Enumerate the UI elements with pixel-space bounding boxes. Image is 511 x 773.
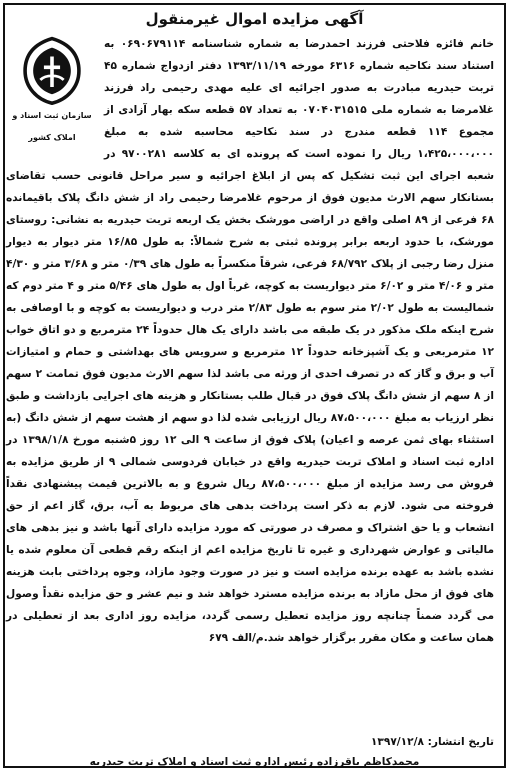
registry-logo (8, 35, 96, 149)
notice-body-text: خانم فائزه فلاحتی فرزند احمدرضا به شماره شناسنامه ۰۶۹۰۶۷۹۱۱۴ به استناد سند نکاحیه شماره ۶۳۱۶ مورخه ۱۳۹۳/۱۱/۱۹ دفتر ازدواج شماره ۴۵ تربت حیدریه مبادرت به صدور اجرائیه ای علیه مهدی رحیمی راد فرزند غلامرضا به شماره ملی ۰۷۰۴۰۳۱۵۱۵ به تعداد ۵۷ قطعه سکه بهار آزادی از مجموع ۱۱۴ قطعه مندرج در سند نکاحیه محاسبه شده به مبلغ ۱،۴۲۵،۰۰۰،۰۰۰ ریال را نموده است که پرونده ای به کلاسه ۹۷۰۰۲۸۱ در شعبه اجرای این ثبت تشکیل که پس از ابلاغ اجرائیه و سیر مراحل قانونی حسب تقاضای بستانکار سهم الارث مدیون فوق از مرحوم غلامرضا رحیمی راد از شش دانگ پلاک باقیمانده ۶۸ فرعی از ۸۹ اصلی واقع در اراضی مورشک بخش یک اربعه تربت حیدریه به نشانی: روستای مورشک، با حدود اربعه برابر پرونده ثبتی به شرح شمالاً: به طول ۱۶/۸۵ متر دیوار به دیوار منزل رضا رجبی از پلاک ۶۸/۷۹۲ فرعی، شرقاً منکسراً به طول های ۰/۳۹ متر و ۳/۶۸ متر و ۴/۳۰ متر و ۴/۰۶ متر و ۶/۰۲ متر دیواریست به کوچه، غرباً اول به طول های ۵/۴۶ متر و ۴ متر دوم که شمالیست به طول ۲/۰۲ متر سوم به طول ۲/۸۳ متر درب و دیواریست به کوچه و با اوصافی به شرح اینکه ملک مذکور در یک طبقه می باشد دارای یک هال حدوداً ۲۴ مترمربع و دو اتاق خواب ۱۲ مترمربعی و یک آشپزخانه حدوداً ۱۲ مترمربع و سرویس های بهداشتی و حمام و امتیازات آب و برق و گاز که در تصرف احدی از ورثه می باشد لذا سهم الارث مدیون فوق تمامت ۲ سهم از ۸ سهم از شش دانگ پلاک فوق در قبال طلب بستانکار و هزینه های اجرایی بازداشت و طبق نظر ارزیاب به مبلغ ۸۷،۵۰۰،۰۰۰ ریال ارزیابی شده لذا دو سهم از هشت سهم از شش دانگ (به استثناء بهای ثمن عرصه و اعیان) پلاک فوق از ساعت ۹ الی ۱۲ روز ۵شنبه مورخ ۱۳۹۸/۱/۸ در اداره ثبت اسناد و املاک تربت حیدریه واقع در خیابان فردوسی شمالی ۹ از طریق مزایده به فروش می رسد مزایده از مبلغ ۸۷،۵۰۰،۰۰۰ ریال شروع و به بالاترین قیمت پیشنهادی نقداً فروخته می شود. لازم به ذکر است پرداخت بدهی های مربوط به آب، برق، گاز اعم از حق انشعاب و یا حق اشتراک و مصرف در صورتی که مورد مزایده دارای آنها باشد و نیز بدهی های مالیاتی و عوارض شهرداری و غیره تا تاریخ مزایده اعم از اینکه رقم قطعی آن معلوم شده یا نشده باشد به عهده برنده مزایده است و نیز در صورت وجود مازاد، وجوه پرداختی بابت هزینه های فوق از محل مازاد به برنده مزایده مسترد خواهد شد و نیم عشر و حق مزایده نقداً وصول می گردد ضمناً چنانچه روز مزایده تعطیل رسمی گردد، مزایده روز اداری بعد از تعطیلی در همان ساعت و مکان مقرر برگزار خواهد شد.م/الف ۶۷۹ (6, 38, 495, 644)
signature-line: محمدکاظم باقرزاده رئیس اداره ثبت اسناد و املاک تربت حیدریه (89, 756, 420, 768)
notice-frame (3, 3, 506, 768)
notice-footer (15, 733, 494, 771)
notice-body (6, 33, 494, 649)
logo-caption: سازمان ثبت اسناد و املاک کشور (12, 111, 92, 142)
emblem-icon (17, 35, 87, 105)
notice-title: آگهی مزایده اموال غیرمنقول (145, 10, 364, 28)
publish-date: تاریخ انتشار: ۱۳۹۷/۱۲/۸ (370, 736, 494, 748)
